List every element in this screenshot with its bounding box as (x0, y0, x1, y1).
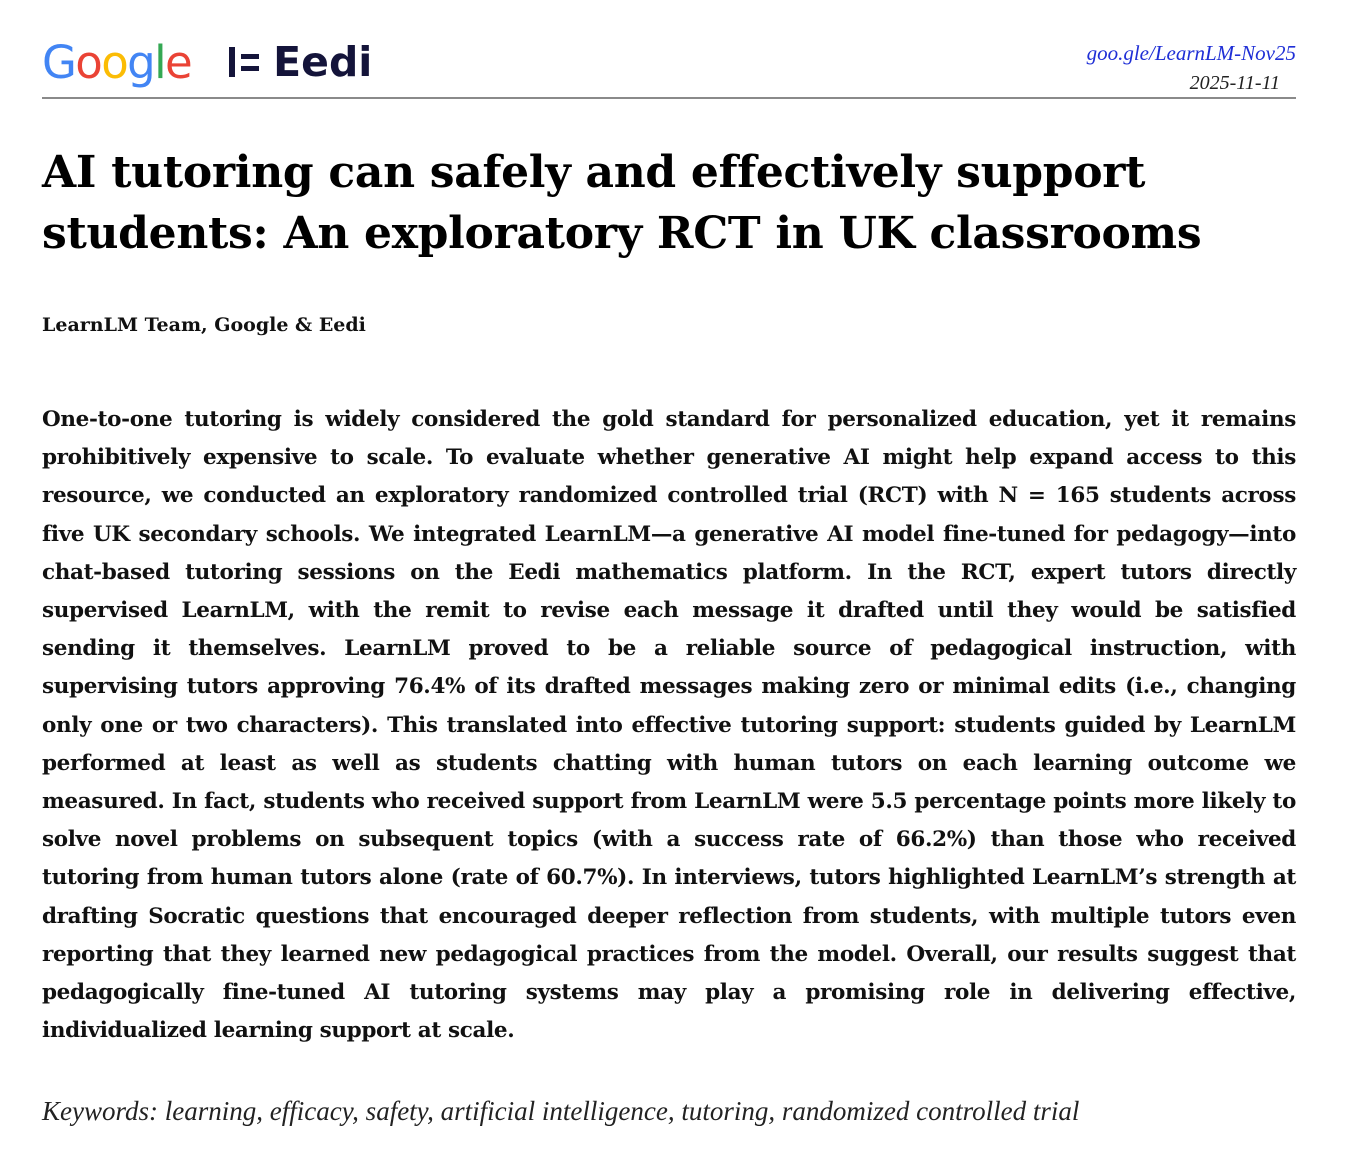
paper-keywords: Keywords: learning, efficacy, safety, artificial intelligence, tutoring, randomized controlled trial (42, 1096, 1080, 1126)
logo-bar (42, 34, 372, 90)
google-logo-letter: l (154, 35, 166, 89)
google-logo-letter: o (101, 35, 128, 89)
google-logo-letter: o (75, 35, 102, 89)
paper-header (42, 34, 1296, 98)
google-logo (42, 35, 192, 89)
eedi-logo (229, 37, 373, 86)
eedi-logo-text: Eedi (273, 37, 373, 86)
google-logo-letter: e (165, 35, 192, 89)
header-divider (42, 97, 1296, 99)
google-logo-letter: g (127, 35, 155, 89)
eedi-mark-icon (229, 47, 259, 77)
paper-abstract: One-to-one tutoring is widely considered the gold standard for personalized education, yet it remains prohibitively expensive to scale. To evaluate whether generative AI might help expand access to this resource, we conducted an exploratory randomized controlled trial (RCT) with N = 165 students across five UK secondary schools. We integrated LearnLM—a generative AI model fine-tuned for pedagogy—into chat-based tutoring sessions on the Eedi mathematics platform. In the RCT, expert tutors directly supervised LearnLM, with the remit to revise each message it drafted until they would be satisfied sending it themselves. LearnLM proved to be a reliable source of pedagogical instruction, with supervising tutors approving 76.4% of its drafted messages making zero or minimal edits (i.e., changing only one or two characters). This translated into effective tutoring support: students guided by LearnLM performed at least as well as students chatting with human tutors on each learning outcome we measured. In fact, students who received support from LearnLM were 5.5 percentage points more likely to solve novel problems on subsequent topics (with a success rate of 66.2%) than those who received tutoring from human tutors alone (rate of 60.7%). In interviews, tutors highlighted LearnLM’s strength at drafting Socratic questions that encouraged deeper reflection from students, with multiple tutors even reporting that they learned new pedagogical practices from the model. Overall, our results suggest that pedagogically fine-tuned AI tutoring systems may play a promising role in delivering effective, individualized learning support at scale. (42, 407, 1296, 1044)
paper-title: AI tutoring can safely and effectively support students: An exploratory RCT in UK classrooms (42, 147, 1202, 259)
paper-link[interactable]: goo.gle/LearnLM-Nov25 (1086, 41, 1296, 65)
paper-authors: LearnLM Team, Google & Eedi (42, 314, 366, 336)
google-logo-letter: G (42, 35, 76, 89)
paper-date: 2025-11-11 (1189, 72, 1280, 94)
paper-page (42, 0, 1296, 1154)
paper-meta (1087, 38, 1296, 98)
